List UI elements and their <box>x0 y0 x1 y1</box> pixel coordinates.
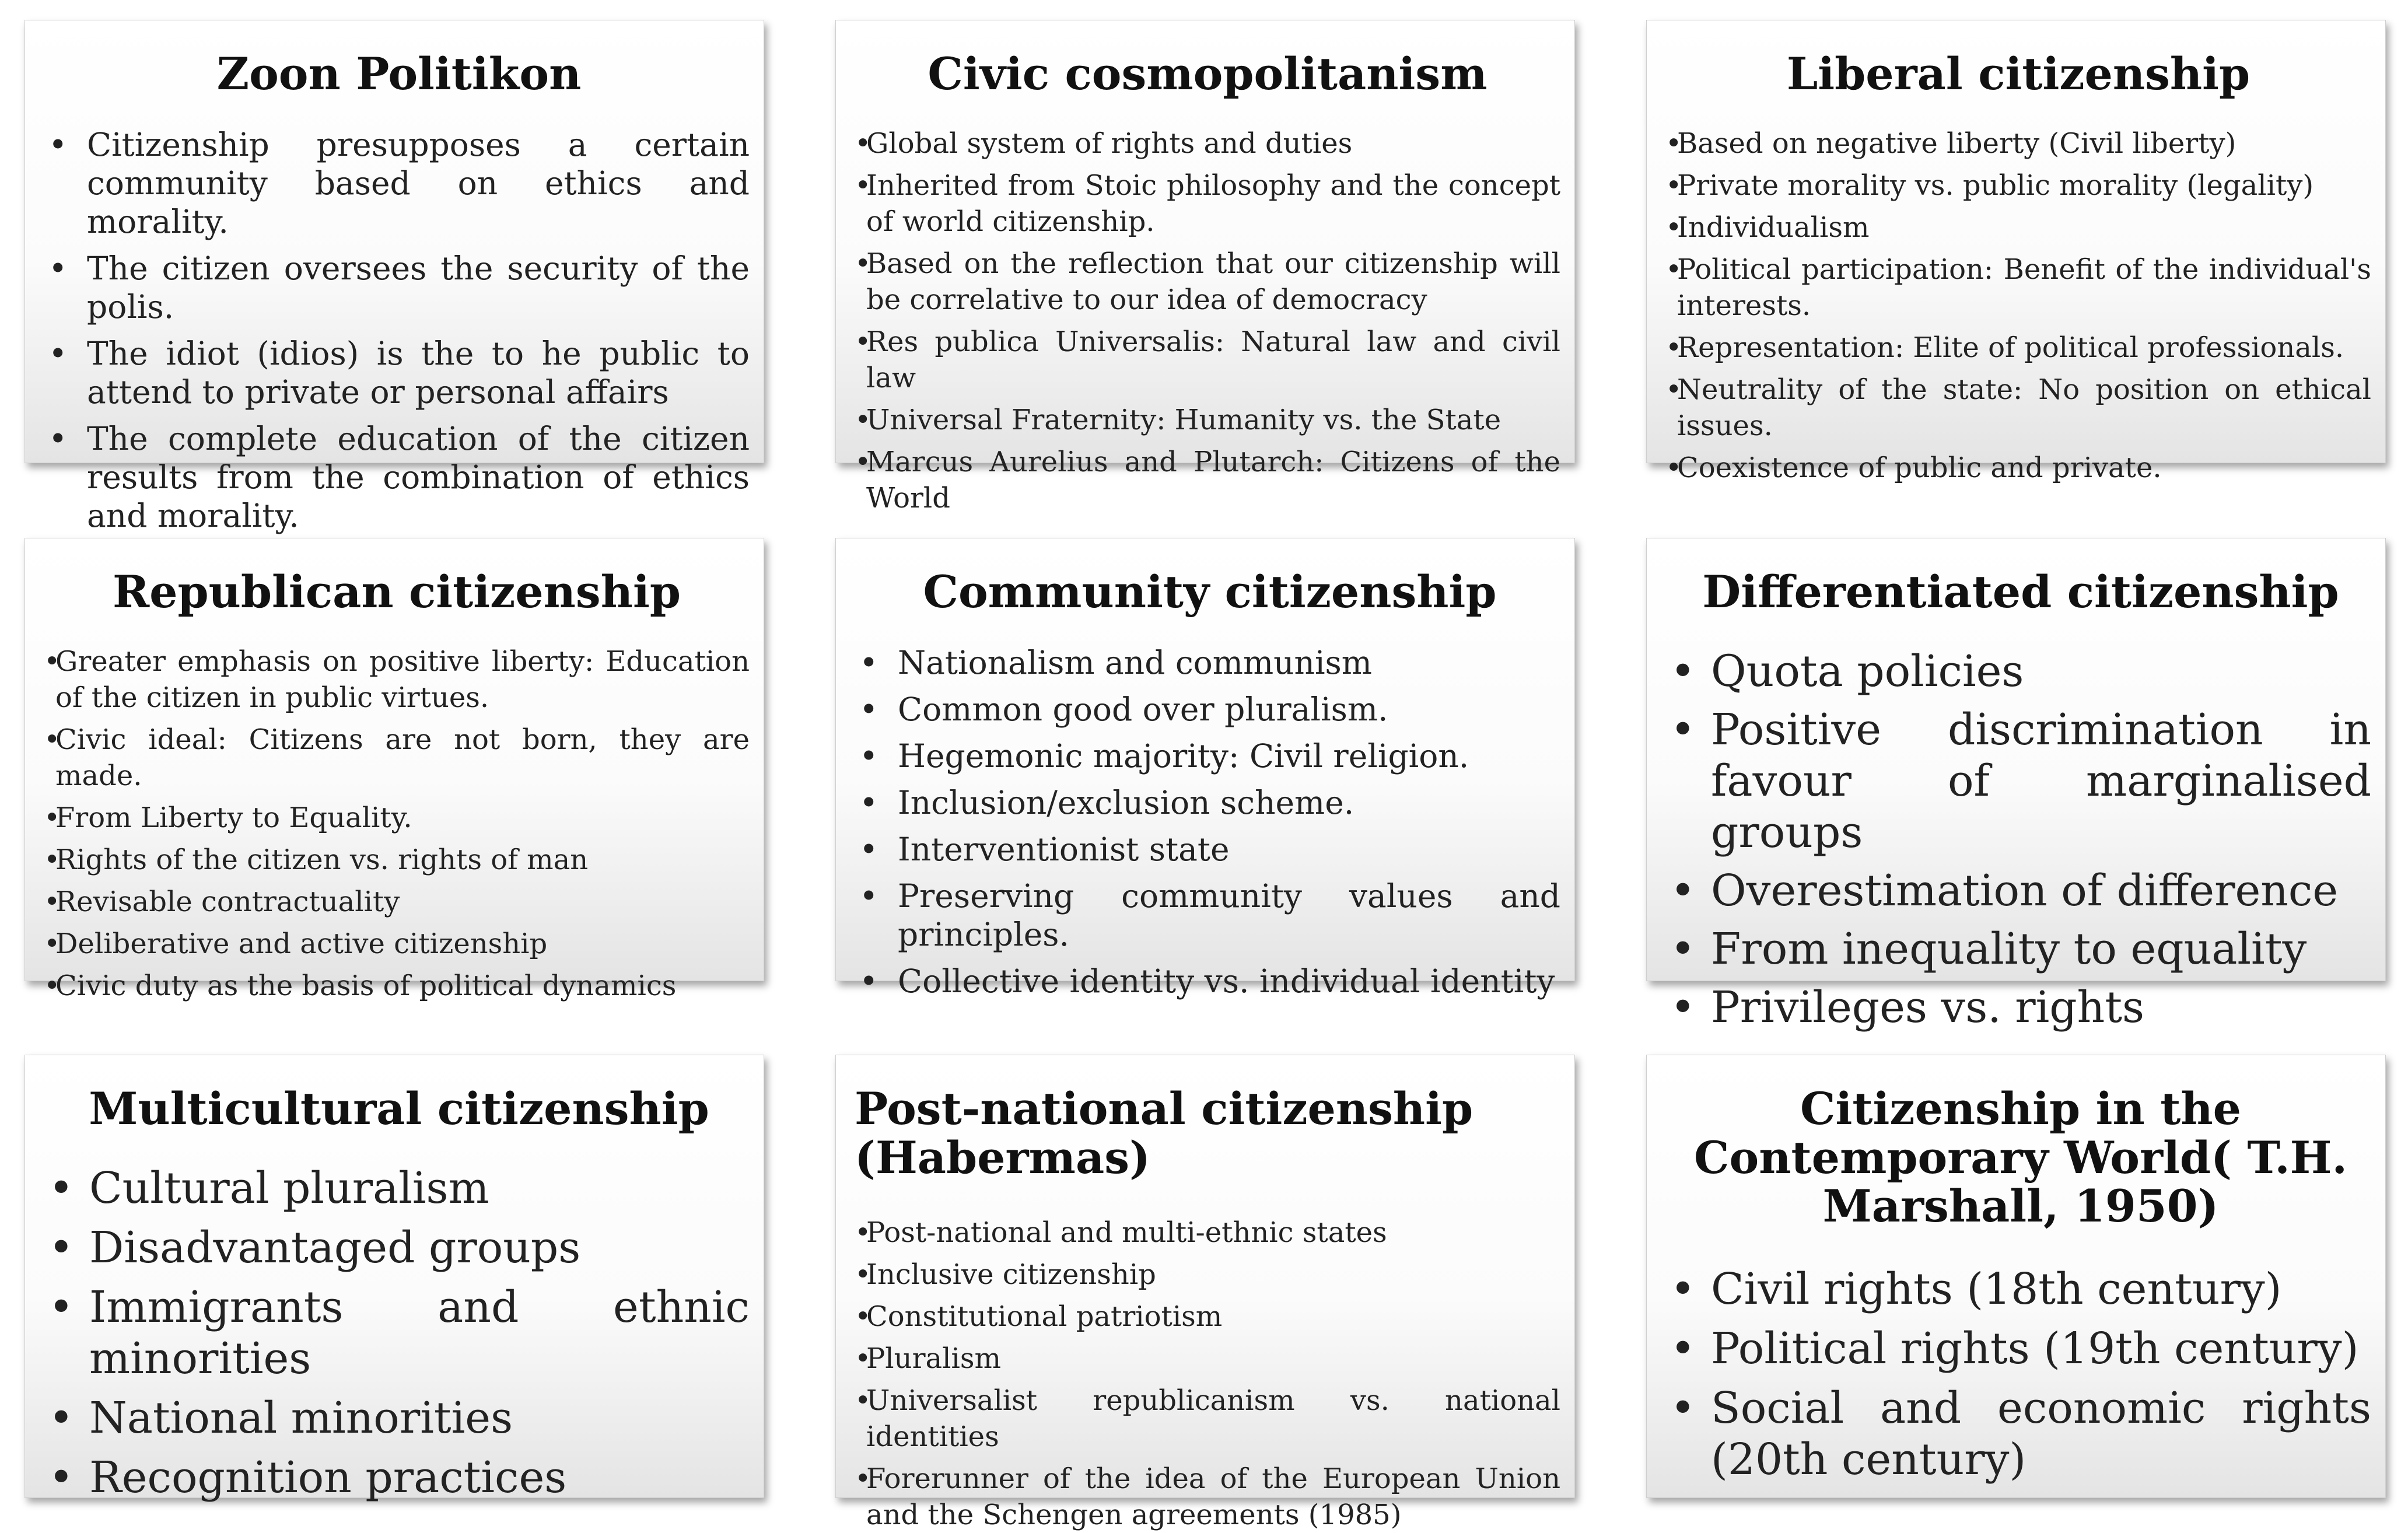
list-item: • Deliberative and active citizenship <box>44 927 548 960</box>
card-title: Zoon Politikon <box>216 48 582 100</box>
card-title: Republican citizenship <box>113 566 681 618</box>
list-item: • Universal Fraternity: Humanity vs. the State <box>855 403 1502 436</box>
list-item: • Common good over pluralism. <box>859 690 1388 728</box>
list-item: • Political participation: Benefit of the individual's interests. <box>1665 253 2371 322</box>
bullet-list <box>859 643 1560 1000</box>
bullet-list <box>855 125 1560 516</box>
card-zoon-politikon <box>24 20 764 534</box>
list-item: • Interventionist state <box>859 830 1230 868</box>
card-community-citizenship <box>835 538 1575 1000</box>
bullet-list <box>855 1214 1560 1533</box>
list-item: • The idiot (idios) is the to he public to attend to private or personal affairs <box>48 334 750 411</box>
list-item: • Collective identity vs. individual identity <box>859 962 1555 1000</box>
list-item: • Based on negative liberty (Civil liberty) <box>1665 127 2236 160</box>
list-item: • Universalist republicanism vs. national identities <box>855 1384 1560 1454</box>
list-item: • Civic ideal: Citizens are not born, they are made. <box>44 723 750 792</box>
list-item: • Greater emphasis on positive liberty: Education of the citizen in public virtues. <box>44 645 750 714</box>
list-item: • Res publica Universalis: Natural law and civil law <box>855 325 1560 394</box>
card-differentiated-citizenship <box>1646 538 2386 1032</box>
list-item: • Cultural pluralism <box>48 1163 489 1213</box>
list-item: • Inherited from Stoic philosophy and the concept of world citizenship. <box>855 169 1560 238</box>
card-title: Liberal citizenship <box>1786 48 2250 100</box>
card-title: Civic cosmopolitanism <box>928 48 1488 100</box>
card-liberal-citizenship <box>1646 20 2386 484</box>
list-item: • Post-national and multi-ethnic states <box>855 1216 1387 1250</box>
list-item: • National minorities <box>48 1392 513 1443</box>
list-item: • Neutrality of the state: No position on ethical issues. <box>1665 373 2371 442</box>
list-item: • The citizen oversees the security of the polis. <box>48 249 750 326</box>
list-item: • Immigrants and ethnic minorities <box>48 1282 750 1384</box>
list-item: • Pluralism <box>855 1342 1001 1376</box>
list-item: • Forerunner of the idea of the European Union and the Schengen agreements (1985) <box>855 1462 1560 1532</box>
list-item: • From Liberty to Equality. <box>44 801 412 834</box>
list-item: • Nationalism and communism <box>859 643 1372 681</box>
list-item: • Constitutional patriotism <box>855 1300 1223 1334</box>
list-item: • Civic duty as the basis of political dynamics <box>44 969 677 1002</box>
list-item: • Rights of the citizen vs. rights of man <box>44 843 589 876</box>
list-item: • Overestimation of difference <box>1670 865 2339 916</box>
bullet-list <box>44 643 750 1004</box>
bullet-list <box>48 125 750 535</box>
card-title: Community citizenship <box>923 566 1497 618</box>
list-item: • Preserving community values and principles. <box>859 877 1560 953</box>
card-multicultural-citizenship <box>24 1055 764 1503</box>
card-post-national-citizenship <box>835 1055 1575 1532</box>
bullet-list <box>1670 1264 2371 1485</box>
card-title: Citizenship in the Contemporary World( T.H. Marshall, 1950) <box>1694 1083 2347 1233</box>
bullet-list <box>48 1163 750 1503</box>
list-item: • Based on the reflection that our citizenship will be correlative to our idea of democracy <box>855 247 1560 316</box>
list-item: • Inclusion/exclusion scheme. <box>859 783 1354 821</box>
card-title: Differentiated citizenship <box>1702 566 2339 618</box>
list-item: • Marcus Aurelius and Plutarch: Citizens of the World <box>855 445 1560 514</box>
list-item: • From inequality to equality <box>1670 923 2307 974</box>
list-item: • Civil rights (18th century) <box>1670 1264 2282 1314</box>
card-title: Post-national citizenship (Habermas) <box>855 1083 1474 1184</box>
list-item: • Revisable contractuality <box>44 885 400 918</box>
list-item: • Global system of rights and duties <box>855 127 1353 160</box>
bullet-list <box>1670 646 2371 1033</box>
list-item: • Disadvantaged groups <box>48 1222 581 1273</box>
bullet-list <box>1665 125 2371 486</box>
card-title: Multicultural citizenship <box>89 1083 709 1135</box>
list-item: • Coexistence of public and private. <box>1665 451 2162 484</box>
list-item: • Individualism <box>1665 211 1870 244</box>
list-item: • Quota policies <box>1670 646 2024 696</box>
list-item: • Social and economic rights (20th century) <box>1670 1382 2371 1485</box>
list-item: • The complete education of the citizen results from the combination of ethics and morality. <box>48 419 750 534</box>
card-republican-citizenship <box>24 538 764 1002</box>
list-item: • Private morality vs. public morality (legality) <box>1665 169 2314 202</box>
card-civic-cosmopolitanism <box>835 20 1575 514</box>
list-item: • Positive discrimination in favour of marginalised groups <box>1670 704 2371 858</box>
list-item: • Privileges vs. rights <box>1670 982 2145 1032</box>
list-item: • Hegemonic majority: Civil religion. <box>859 737 1469 775</box>
list-item: • Representation: Elite of political professionals. <box>1665 331 2344 364</box>
list-item: • Recognition practices <box>48 1452 567 1503</box>
list-item: • Political rights (19th century) <box>1670 1323 2359 1374</box>
card-contemporary-citizenship <box>1646 1055 2386 1498</box>
list-item: • Citizenship presupposes a certain community based on ethics and morality. <box>48 125 750 240</box>
list-item: • Inclusive citizenship <box>855 1258 1156 1292</box>
